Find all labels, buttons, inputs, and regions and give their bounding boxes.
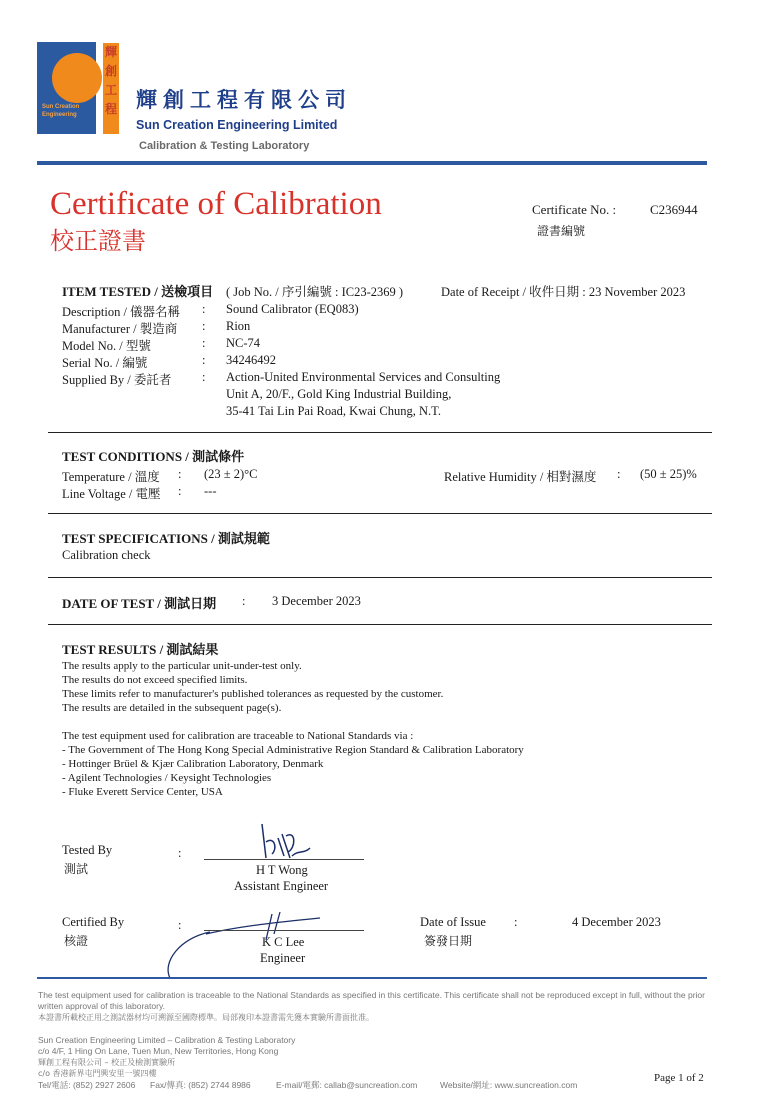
results-line: The results apply to the particular unit-under-test only. bbox=[62, 660, 302, 672]
certified-by-title: Engineer bbox=[260, 951, 306, 965]
results-line: These limits refer to manufacturer's published tolerances as requested by the customer. bbox=[62, 688, 444, 700]
footer-tel: Tel/電話: (852) 2927 2606 bbox=[38, 1080, 136, 1090]
address-line-1: Unit A, 20/F., Gold King Industrial Building, bbox=[226, 387, 452, 401]
cert-no-label: Certificate No. : bbox=[532, 202, 617, 217]
footer-notice-cn: 本證書所載校正用之測試器材均可溯源至國際標準。局部複印本證書需先獲本實驗所書面批准。 bbox=[38, 1013, 374, 1022]
temperature-value: (23 ± 2)°C bbox=[204, 467, 258, 481]
supplied-by-label: Supplied By / 委託者 bbox=[62, 373, 172, 387]
date-of-receipt: Date of Receipt / 收件日期 : 23 November 2023 bbox=[441, 285, 686, 299]
test-results-heading: TEST RESULTS / 測試結果 bbox=[62, 642, 219, 657]
humidity-value: (50 ± 25)% bbox=[640, 467, 697, 481]
logo-text: Sun Creation Engineering bbox=[42, 104, 80, 118]
date-of-issue-value: 4 December 2023 bbox=[572, 915, 661, 929]
model-value: NC-74 bbox=[226, 336, 261, 350]
signature-line bbox=[204, 930, 364, 931]
certificate-title-cn: 校正證書 bbox=[50, 227, 146, 255]
description-value: Sound Calibrator (EQ083) bbox=[226, 302, 359, 316]
logo-chinese-tag bbox=[103, 43, 119, 134]
footer-address: c/o 4/F, 1 Hing On Lane, Tuen Mun, New Territories, Hong Kong bbox=[38, 1046, 279, 1056]
temperature-label: Temperature / 溫度 bbox=[62, 470, 160, 484]
tested-by-name: H T Wong bbox=[256, 863, 308, 877]
date-of-issue-label-cn: 簽發日期 bbox=[424, 934, 473, 948]
logo-char: 程 bbox=[104, 102, 117, 116]
manufacturer-value: Rion bbox=[226, 319, 251, 333]
footer-address-cn: 輝創工程有限公司 – 校正及檢測實驗所 bbox=[38, 1058, 176, 1067]
address-line-2: 35-41 Tai Lin Pai Road, Kwai Chung, N.T. bbox=[226, 404, 441, 418]
job-number: ( Job No. / 序引編號 : IC23-2369 ) bbox=[226, 285, 404, 299]
tested-by-label: Tested By bbox=[62, 843, 113, 857]
logo-sun-circle bbox=[52, 53, 102, 103]
tested-by-title: Assistant Engineer bbox=[234, 879, 329, 893]
footer-notice: written approval of this laboratory. bbox=[38, 1001, 165, 1011]
line-voltage-label: Line Voltage / 電壓 bbox=[62, 487, 161, 501]
description-label: Description / 儀器名稱 bbox=[62, 305, 181, 319]
date-of-issue-label: Date of Issue bbox=[420, 915, 486, 929]
colon: : bbox=[617, 467, 621, 481]
footer-rule bbox=[37, 977, 707, 979]
manufacturer-label: Manufacturer / 製造商 bbox=[62, 322, 178, 336]
footer-notice: The test equipment used for calibration is traceable to the National Standards as specified in this certificate. This certificate shall not be reproduced except in full, without the prior bbox=[38, 990, 705, 1000]
traceability-item: - The Government of The Hong Kong Special Administrative Region Standard & Calibration Laboratory bbox=[62, 744, 524, 756]
section-divider bbox=[48, 624, 712, 625]
results-line: The results are detailed in the subsequent page(s). bbox=[62, 702, 282, 714]
date-of-test-label: DATE OF TEST / 測試日期 bbox=[62, 596, 217, 611]
footer-fax: Fax/傳真: (852) 2744 8986 bbox=[150, 1080, 251, 1090]
logo-char: 輝 bbox=[104, 45, 117, 59]
cert-no: C236944 bbox=[650, 202, 698, 217]
colon: : bbox=[202, 370, 206, 384]
footer-address-cn: c/o 香港新界屯門興安里一號四樓 bbox=[38, 1069, 157, 1078]
signature-lee-icon bbox=[160, 904, 330, 982]
results-line: The results do not exceed specified limits. bbox=[62, 674, 248, 686]
footer-website: Website/網址: www.suncreation.com bbox=[440, 1080, 578, 1090]
test-specifications-value: Calibration check bbox=[62, 548, 151, 562]
footer-email: E-mail/電郵: callab@suncreation.com bbox=[276, 1080, 418, 1090]
company-name-cn: 輝創工程有限公司 bbox=[136, 88, 352, 112]
model-label: Model No. / 型號 bbox=[62, 339, 151, 353]
company-name-en: Sun Creation Engineering Limited bbox=[136, 118, 338, 132]
lab-name: Calibration & Testing Laboratory bbox=[139, 140, 310, 152]
footer-address: Sun Creation Engineering Limited – Calibration & Testing Laboratory bbox=[38, 1035, 296, 1045]
tested-by-label-cn: 測試 bbox=[64, 862, 89, 876]
page-number: Page 1 of 2 bbox=[654, 1072, 704, 1084]
colon: : bbox=[178, 846, 182, 860]
traceability-intro: The test equipment used for calibration are traceable to National Standards via : bbox=[62, 730, 414, 742]
certified-by-label-cn: 核證 bbox=[64, 934, 89, 948]
line-voltage-value: --- bbox=[204, 484, 217, 498]
traceability-item: - Agilent Technologies / Keysight Technologies bbox=[62, 772, 272, 784]
cert-no-label-cn: 證書編號 bbox=[537, 224, 586, 238]
colon: : bbox=[242, 594, 246, 608]
colon: : bbox=[202, 336, 206, 350]
traceability-item: - Hottinger Brüel & Kjær Calibration Laboratory, Denmark bbox=[62, 758, 324, 770]
colon: : bbox=[178, 918, 182, 932]
item-tested-heading: ITEM TESTED / 送檢項目 bbox=[62, 284, 214, 299]
date-of-test-value: 3 December 2023 bbox=[272, 594, 361, 608]
humidity-label: Relative Humidity / 相對濕度 bbox=[444, 470, 597, 484]
header-rule bbox=[37, 161, 707, 165]
colon: : bbox=[202, 302, 206, 316]
certified-by-name: K C Lee bbox=[262, 935, 305, 949]
serial-value: 34246492 bbox=[226, 353, 276, 367]
signature-line bbox=[204, 859, 364, 860]
colon: : bbox=[178, 467, 182, 481]
certified-by-label: Certified By bbox=[62, 915, 125, 929]
certificate-title: Certificate of Calibration bbox=[50, 186, 382, 222]
section-divider bbox=[48, 432, 712, 433]
colon: : bbox=[202, 319, 206, 333]
traceability-item: - Fluke Everett Service Center, USA bbox=[62, 786, 223, 798]
test-specifications-heading: TEST SPECIFICATIONS / 測試規範 bbox=[62, 531, 270, 546]
signature-wong-icon bbox=[252, 818, 332, 868]
colon: : bbox=[202, 353, 206, 367]
colon: : bbox=[178, 484, 182, 498]
logo-char: 創 bbox=[104, 64, 117, 78]
section-divider bbox=[48, 577, 712, 578]
serial-label: Serial No. / 編號 bbox=[62, 356, 148, 370]
section-divider bbox=[48, 513, 712, 514]
colon: : bbox=[514, 915, 518, 929]
logo-char: 工 bbox=[104, 83, 117, 97]
supplied-by-value: Action-United Environmental Services and Consulting bbox=[226, 370, 501, 384]
test-conditions-heading: TEST CONDITIONS / 測試條件 bbox=[62, 449, 245, 464]
